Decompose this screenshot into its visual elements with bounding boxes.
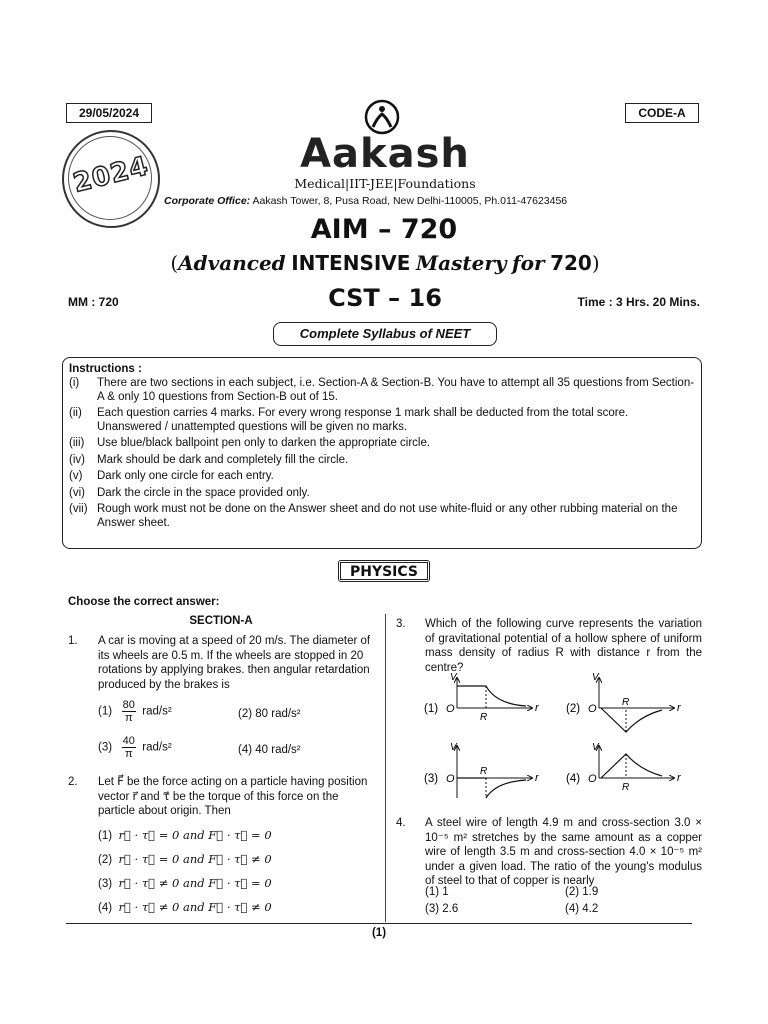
svg-text:R: R [622, 697, 630, 708]
instruction-item: (ii) Each question carries 4 marks. For every wrong response 1 mark shall be deducted from the total score. Unanswered / unattempted questions will be given no marks. [69, 407, 629, 433]
svg-text:r: r [677, 702, 681, 714]
svg-text:O: O [588, 703, 597, 715]
svg-text:R: R [480, 712, 488, 723]
choose-answer: Choose the correct answer: [68, 596, 220, 608]
year-stamp [62, 130, 160, 228]
exam-subtitle: (Advanced INTENSIVE Mastery for 720) [170, 251, 600, 275]
stamp-year: 2024 [70, 151, 152, 199]
test-name: CST – 16 [328, 284, 442, 312]
q1-option-4: (4) 40 rad/s² [238, 744, 301, 756]
svg-text:V: V [592, 742, 599, 753]
q2-number: 2. [68, 776, 78, 788]
q3-option-4-label: (4) [566, 773, 581, 785]
svg-text:r: r [535, 772, 539, 784]
instructions-list [69, 377, 695, 533]
svg-text:V: V [450, 742, 457, 753]
q3-option-3-graph [424, 742, 540, 798]
instructions-title: Instructions : [69, 363, 142, 375]
column-divider [385, 614, 386, 922]
brand-tagline: Medical|IIT-JEE|Foundations [294, 176, 476, 191]
instruction-item: (vi) Dark the circle in the space provided only. [69, 486, 310, 499]
svg-text:O: O [446, 773, 455, 785]
q3-option-4-graph [566, 742, 682, 793]
section-title: SECTION-A [189, 615, 253, 627]
q4-number: 4. [396, 817, 406, 829]
q3-graphs [400, 670, 700, 800]
footer-rule [66, 923, 692, 924]
q3-option-1-label: (1) [424, 703, 439, 715]
q3-option-2-label: (2) [566, 703, 581, 715]
q2-option-4: (4) r⃗ · τ⃗ ≠ 0 and F⃗ · τ⃗ ≠ 0 [98, 900, 272, 914]
instructions-box [62, 357, 702, 549]
brand-name: Aakash [300, 131, 470, 177]
q4-option-1: (1) 1 [425, 886, 449, 898]
syllabus-badge: Complete Syllabus of NEET [273, 322, 497, 346]
q2-option-3: (3) r⃗ · τ⃗ ≠ 0 and F⃗ · τ⃗ = 0 [98, 876, 272, 890]
q2-option-2: (2) r⃗ · τ⃗ = 0 and F⃗ · τ⃗ ≠ 0 [98, 852, 272, 866]
svg-text:V: V [592, 672, 599, 683]
q3-option-2-graph [566, 672, 682, 732]
q2-option-1: (1) r⃗ · τ⃗ = 0 and F⃗ · τ⃗ = 0 [98, 828, 272, 842]
time-allowed: Time : 3 Hrs. 20 Mins. [577, 295, 700, 309]
instruction-item: (vii) Rough work must not be done on the Answer sheet and do not use white-fluid or any other rubbing material on the Answer sheet. [69, 503, 678, 529]
q1-option-3: (3) $\frac{40}{\pi}$ rad/s² [98, 735, 172, 760]
q4-option-2: (2) 1.9 [565, 886, 599, 898]
q3-number: 3. [396, 618, 406, 630]
svg-text:V: V [450, 672, 457, 683]
corporate-office: Corporate Office: Aakash Tower, 8, Pusa Road, New Delhi-110005, Ph.011-47623456 [164, 195, 568, 207]
svg-text:O: O [446, 703, 455, 715]
page-number: (1) [371, 927, 387, 939]
q1-option-2: (2) 80 rad/s² [238, 708, 301, 720]
date-box: 29/05/2024 [66, 103, 152, 123]
q3-option-3-label: (3) [424, 773, 439, 785]
svg-text:O: O [588, 773, 597, 785]
svg-text:R: R [622, 782, 630, 793]
instruction-item: (iv) Mark should be dark and completely fill the circle. [69, 453, 349, 466]
instruction-item: (v) Dark only one circle for each entry. [69, 470, 274, 482]
q1-option-1: (1) $\frac{80}{\pi}$ rad/s² [98, 699, 172, 724]
q1-number: 1. [68, 635, 78, 647]
svg-text:r: r [535, 702, 539, 714]
svg-text:R: R [480, 766, 488, 777]
q3-text: Which of the following curve represents the variation of gravitational potential of a hollow sphere of uniform mass density of radius R with distance r from the centre? [425, 618, 702, 674]
max-marks: MM : 720 [68, 295, 119, 309]
svg-text:r: r [677, 772, 681, 784]
q4-option-3: (3) 2.6 [425, 903, 459, 915]
q3-option-1-graph [424, 672, 540, 723]
code-box: CODE-A [625, 103, 699, 123]
q4-option-4: (4) 4.2 [565, 903, 599, 915]
instruction-item: (i) There are two sections in each subject, i.e. Section-A & Section-B. You have to attempt all 35 questions from Section-A & only 10 questions from Section-B out of 15. [69, 377, 695, 403]
q2-text: Let F⃗ be the force acting on a particle having position vector r⃗ and τ⃗ be the torque of this force on the particle about origin. Then [98, 776, 368, 817]
exam-title: AIM – 720 [310, 214, 458, 245]
instruction-item: (iii) Use blue/black ballpoint pen only to darken the appropriate circle. [69, 437, 431, 449]
q1-text: A car is moving at a speed of 20 m/s. The diameter of its wheels are 0.5 m. If the wheels are stopped in 20 rotations by applying brakes. then angular retardation produced by the brakes is [98, 635, 371, 691]
q4-text: A steel wire of length 4.9 m and cross-section 3.0 × 10⁻⁵ m² stretches by the same amount as a copper wire of length 3.5 m and cross-section 4.0 × 10⁻⁵ m² under a given load. The ratio of the young's modulus of steel to that of copper is nearly [425, 817, 702, 887]
subject-badge: PHYSICS [338, 560, 430, 582]
